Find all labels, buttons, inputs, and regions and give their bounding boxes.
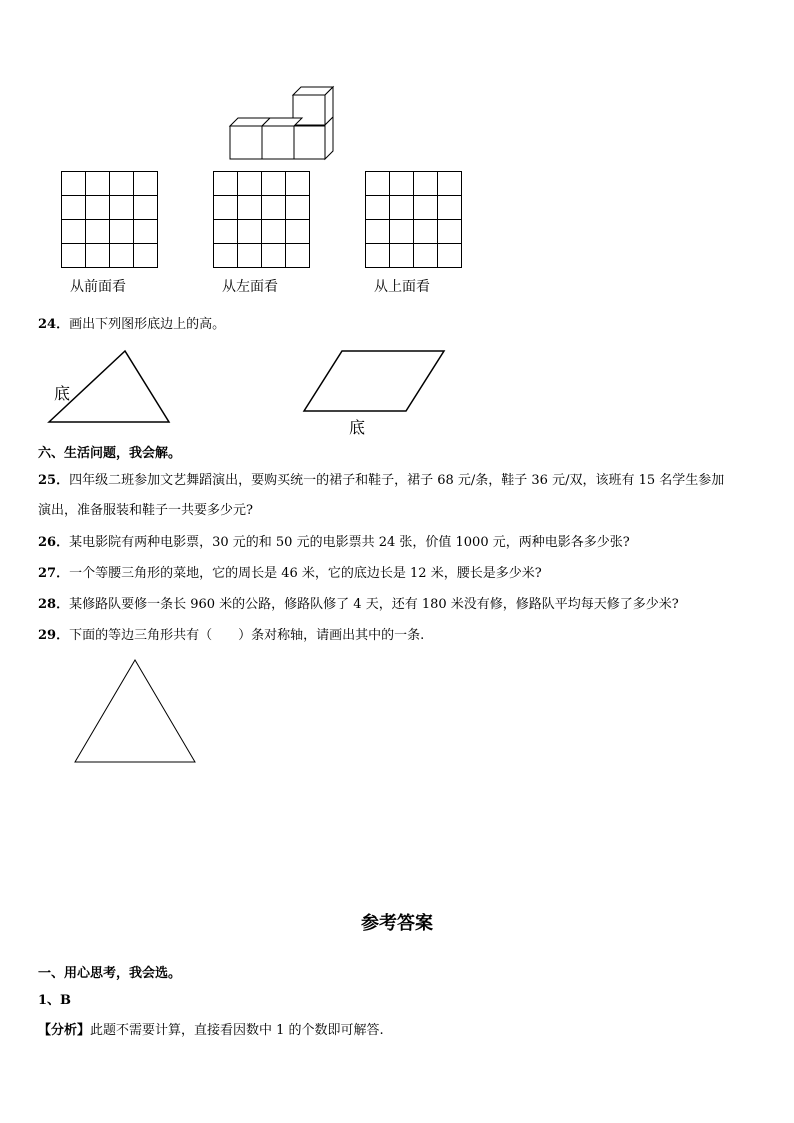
parallelogram-figure[interactable]	[300, 348, 448, 414]
analysis-text: 此题不需要计算，直接看因数中 1 的个数即可解答.	[90, 1023, 384, 1038]
question-number: 26．	[38, 535, 70, 550]
answer-1-analysis	[38, 1019, 384, 1038]
front-view-label: 从前面看	[70, 279, 126, 295]
question-text: 一个等腰三角形的菜地，它的周长是 46 米，它的底边长是 12 米，腰长是多少米?	[69, 566, 542, 581]
answers-title: 参考答案	[361, 913, 433, 934]
question-27	[38, 562, 542, 581]
question-text: 下面的等边三角形共有（ ）条对称轴，请画出其中的一条.	[69, 628, 425, 643]
triangle-base-label: 底	[54, 384, 71, 403]
question-text-line1: 四年级二班参加文艺舞蹈演出，要购买统一的裙子和鞋子，裙子 68 元/条，鞋子 36 元/双，该班有 15 名学生参加	[69, 473, 725, 488]
top-view-label: 从上面看	[374, 279, 430, 295]
question-26	[38, 531, 630, 550]
top-view-grid[interactable]	[365, 171, 462, 268]
front-view-grid[interactable]	[61, 171, 158, 268]
question-text: 某电影院有两种电影票，30 元的和 50 元的电影票共 24 张，价值 1000 元，两种电影各多少张?	[69, 535, 630, 550]
left-view-label: 从左面看	[222, 279, 278, 295]
question-text: 画出下列图形底边上的高。	[69, 317, 226, 332]
question-number: 28．	[38, 597, 70, 612]
question-number: 24．	[38, 317, 70, 332]
question-25-line2: 演出，准备服装和鞋子一共要多少元?	[38, 503, 253, 518]
analysis-tag: 【分析】	[38, 1023, 91, 1038]
parallelogram-base-label: 底	[349, 418, 366, 437]
cube-figure	[225, 84, 340, 164]
section-6-heading: 六、生活问题，我会解。	[38, 446, 182, 461]
question-text: 某修路队要修一条长 960 米的公路，修路队修了 4 天，还有 180 米没有修，修路队平均每天修了多少米?	[69, 597, 679, 612]
question-25	[38, 469, 724, 488]
question-28	[38, 593, 679, 612]
answers-section-1-heading: 一、用心思考，我会选。	[38, 966, 182, 981]
question-number: 29．	[38, 628, 70, 643]
equilateral-triangle-figure[interactable]	[72, 657, 198, 765]
question-29	[38, 624, 424, 643]
question-number: 25．	[38, 473, 70, 488]
left-view-grid[interactable]	[213, 171, 310, 268]
question-number: 27．	[38, 566, 70, 581]
answer-1: 1、B	[38, 993, 72, 1008]
question-24	[38, 313, 225, 332]
